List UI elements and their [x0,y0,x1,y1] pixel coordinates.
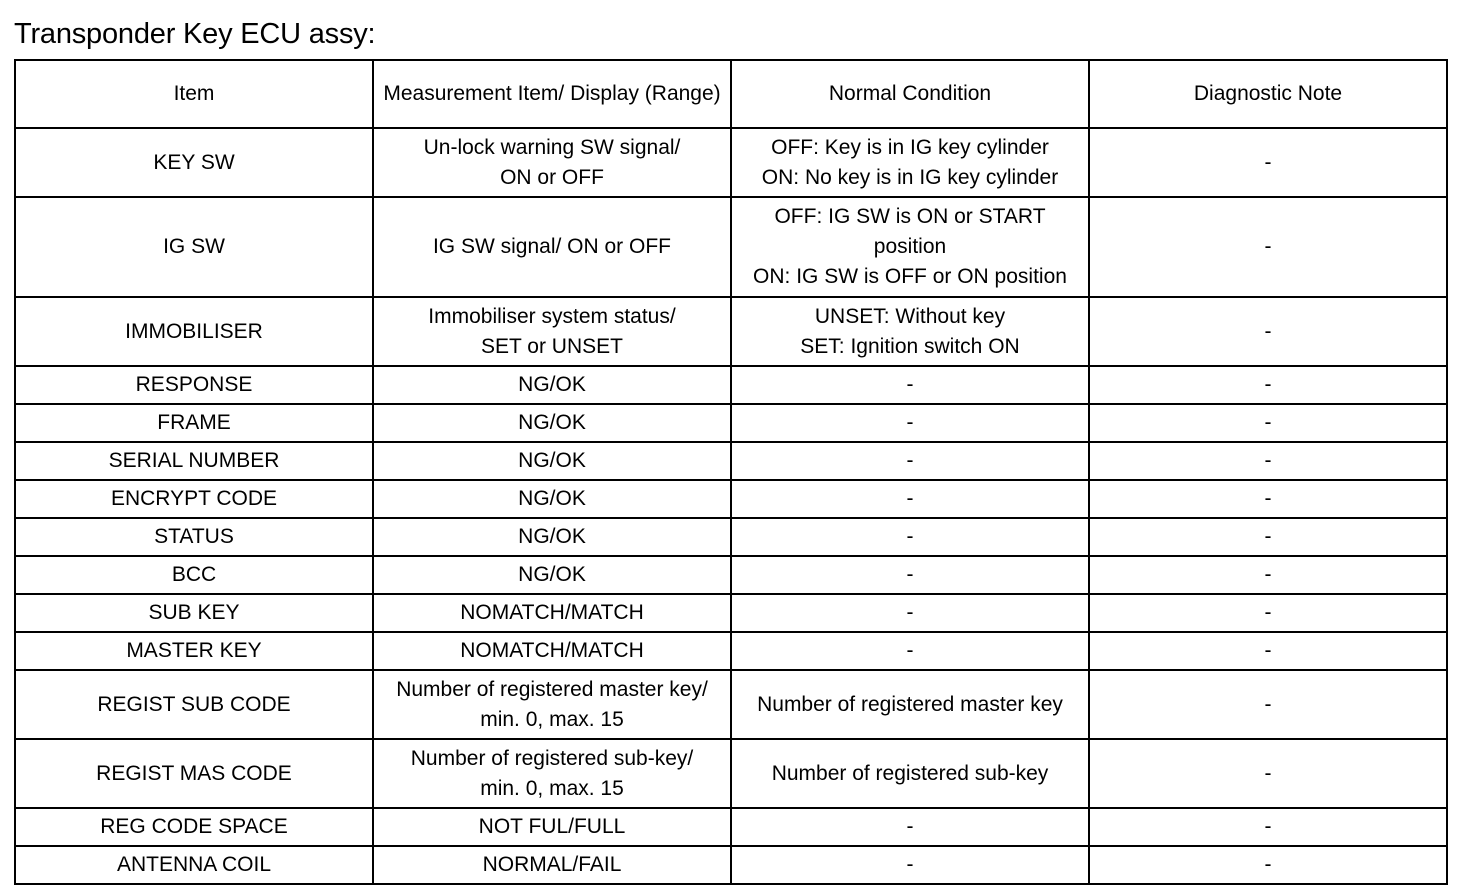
cell-normal: - [731,442,1089,480]
data-table [14,59,1448,885]
cell-normal: - [731,632,1089,670]
table-row [15,297,1447,366]
header-item: Item [15,60,373,128]
cell-line: UNSET: Without key [814,304,1006,328]
cell-item: MASTER KEY [15,632,373,670]
cell-measurement: IG SW signal/ ON or OFF [373,197,731,297]
cell-item: REGIST MAS CODE [15,739,373,808]
table-row [15,846,1447,884]
cell-measurement: NOT FUL/FULL [373,808,731,846]
cell-measurement: NG/OK [373,480,731,518]
cell-line: Immobiliser system status/ [428,304,676,328]
cell-line: OFF: IG SW is ON or START [774,205,1046,228]
table-row [15,442,1447,480]
cell-note: - [1089,808,1447,846]
cell-line: Number of registered master key/ [396,677,708,701]
cell-measurement: NG/OK [373,442,731,480]
cell-note: - [1089,670,1447,739]
header-measurement-line2: Display (Range) [570,82,721,105]
header-measurement-line1: Measurement Item/ [383,82,565,105]
cell-line: Un-lock warning SW signal/ [423,135,681,159]
table-row [15,518,1447,556]
cell-note: - [1089,594,1447,632]
cell-item: STATUS [15,518,373,556]
cell-note: - [1089,297,1447,366]
cell-note: - [1089,739,1447,808]
table-row [15,404,1447,442]
table-header-row [15,60,1447,128]
cell-measurement: NG/OK [373,366,731,404]
cell-measurement: NG/OK [373,556,731,594]
header-diagnostic-note: Diagnostic Note [1089,60,1447,128]
cell-item: ANTENNA COIL [15,846,373,884]
cell-measurement [373,670,731,739]
cell-item: IMMOBILISER [15,297,373,366]
cell-measurement: NG/OK [373,404,731,442]
cell-note: - [1089,128,1447,197]
cell-measurement: NOMATCH/MATCH [373,632,731,670]
cell-note: - [1089,518,1447,556]
cell-item: RESPONSE [15,366,373,404]
cell-line: SET: Ignition switch ON [800,334,1020,358]
cell-note: - [1089,197,1447,297]
table-row [15,366,1447,404]
cell-note: - [1089,404,1447,442]
cell-normal: - [731,404,1089,442]
table-row [15,128,1447,197]
cell-normal: - [731,518,1089,556]
cell-normal: - [731,556,1089,594]
cell-measurement: NG/OK [373,518,731,556]
cell-item: SERIAL NUMBER [15,442,373,480]
cell-note: - [1089,366,1447,404]
cell-note: - [1089,442,1447,480]
table-row [15,670,1447,739]
cell-item: REG CODE SPACE [15,808,373,846]
cell-note: - [1089,480,1447,518]
cell-line: ON or OFF [500,165,604,189]
cell-measurement: NORMAL/FAIL [373,846,731,884]
table-row [15,632,1447,670]
cell-line: ON: No key is in IG key cylinder [761,165,1059,189]
cell-normal: - [731,846,1089,884]
cell-item: ENCRYPT CODE [15,480,373,518]
cell-note: - [1089,632,1447,670]
cell-normal [731,197,1089,297]
cell-line: min. 0, max. 15 [480,707,624,731]
cell-line: ON: IG SW is OFF or ON position [753,265,1067,288]
cell-normal [731,128,1089,197]
header-normal-condition: Normal Condition [731,60,1089,128]
cell-note: - [1089,846,1447,884]
cell-normal: Number of registered sub-key [731,739,1089,808]
cell-normal: - [731,808,1089,846]
table-row [15,197,1447,297]
table-row [15,480,1447,518]
cell-line: min. 0, max. 15 [480,776,624,800]
cell-measurement: NOMATCH/MATCH [373,594,731,632]
cell-note: - [1089,556,1447,594]
cell-item: KEY SW [15,128,373,197]
cell-measurement [373,739,731,808]
cell-line: SET or UNSET [481,334,623,358]
cell-measurement [373,128,731,197]
cell-line: Number of registered sub-key/ [410,746,694,770]
cell-measurement [373,297,731,366]
table-row [15,594,1447,632]
table-row [15,739,1447,808]
cell-item: IG SW [15,197,373,297]
header-measurement [373,60,731,128]
page-title: Transponder Key ECU assy: [14,18,376,50]
table-row [15,808,1447,846]
cell-normal: - [731,480,1089,518]
cell-line: position [873,235,947,258]
cell-normal: Number of registered master key [731,670,1089,739]
cell-item: SUB KEY [15,594,373,632]
cell-line: OFF: Key is in IG key cylinder [771,135,1049,159]
cell-item: BCC [15,556,373,594]
cell-item: FRAME [15,404,373,442]
cell-normal: - [731,366,1089,404]
cell-item: REGIST SUB CODE [15,670,373,739]
cell-normal [731,297,1089,366]
table-row [15,556,1447,594]
cell-normal: - [731,594,1089,632]
